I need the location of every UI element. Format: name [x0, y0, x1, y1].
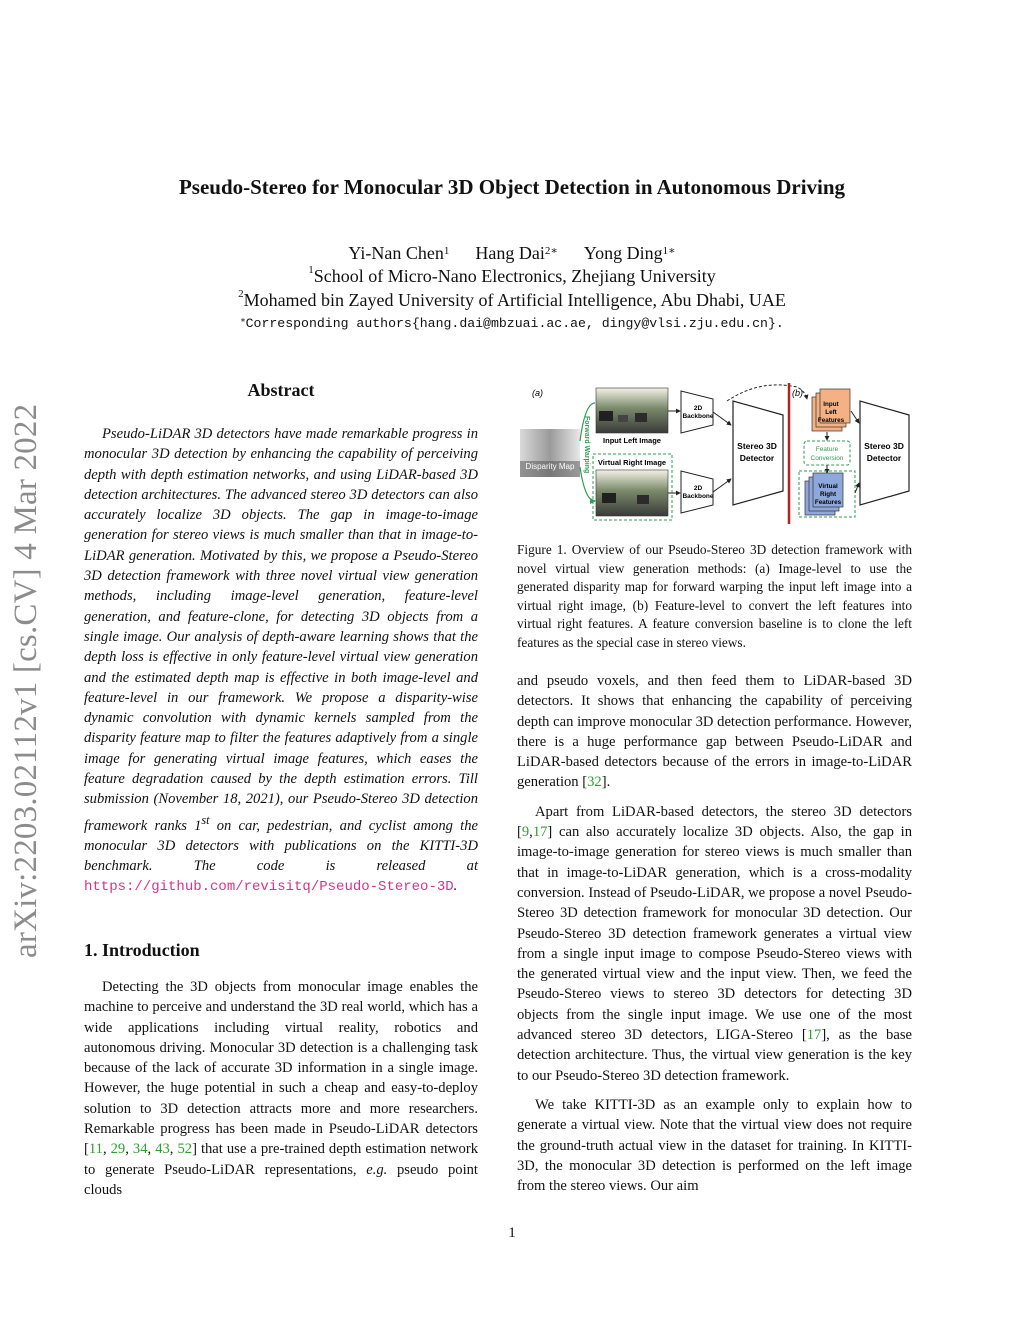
virtual-right-features-label: Virtual [818, 483, 838, 490]
author-name: Yi-Nan Chen [348, 243, 444, 263]
citation-link[interactable]: 9 [521, 824, 530, 841]
code-link[interactable]: https://github.com/revisitq/Pseudo-Stereo-3D [84, 879, 454, 896]
feature-conversion-label: Conversion [810, 455, 844, 462]
input-left-image [596, 388, 668, 433]
disparity-map [520, 429, 580, 477]
author-name: Yong Ding [583, 243, 663, 263]
feature-conversion [804, 441, 850, 465]
panel-a-label: (a) [532, 388, 543, 398]
citation-link[interactable]: 29 [110, 1141, 126, 1158]
flow-arrow [713, 479, 731, 492]
affiliation: $^2$Mohamed bin Zayed University of Artificial Intelligence, Abu Dhabi, UAE [238, 288, 786, 310]
flow-arrow [855, 483, 859, 493]
input-left-features-label: Left [825, 409, 837, 416]
citation-link[interactable]: 34 [132, 1141, 148, 1158]
panel-b-label: (b) [792, 388, 803, 398]
intro-paragraph: Detecting the 3D objects from monocular image enables the machine to perceive and understand the 3D real world, which has a wide applications including virtual reality, robotics and autonomous driving. Monocular 3D detection is a challenging task because of the lack of accurate 3D information in a single image. However, the huge potential in such a cheap and easy-to-deploy solution to 3D detection attracts more and more researchers. Remarkable progress has been made in Pseudo-LiDAR detectors [11, 29, 34, 43, 52] that use a pre-trained depth estimation network to generate Pseudo-LiDAR representations, e.g. pseudo point clouds [84, 979, 479, 1198]
author-name: Hang Dai [475, 243, 545, 263]
flow-arrow [851, 411, 859, 423]
affiliation: $^1$School of Micro-Nano Electronics, Zhejiang University [308, 264, 716, 286]
body-paragraph: and pseudo voxels, and then feed them to LiDAR-based 3D detectors. It shows that enhancing the capability of perceiving depth can improve monocular 3D detection performance. However, there is a huge performance gap between Pseudo-LiDAR and LiDAR-based detectors because of the errors in image-to-LiDAR generation [32]. [517, 673, 912, 791]
stereo-detector-a [733, 401, 783, 505]
framework-figure [515, 381, 915, 526]
body-paragraph: We take KITTI-3D as an example only to explain how to generate a virtual view. Note that the virtual view does not require the ground-truth actual view in the dataset for training. In KITTI-3D, the monocular 3D detection is performed on the left image from the stereo views. Our aim [517, 1096, 912, 1195]
stereo-detector-label: Stereo 3D [864, 441, 904, 451]
stereo-detector-b [860, 401, 909, 505]
citation-link[interactable]: 52 [177, 1141, 193, 1158]
backbone-top [681, 391, 714, 433]
author-mark: 1∗ [662, 245, 676, 257]
input-left-features-label: Features [817, 417, 845, 424]
disparity-map-label: Disparity Map [525, 462, 575, 471]
virtual-right-features-label: Right [819, 491, 837, 498]
citation-link[interactable]: 17 [806, 1027, 822, 1044]
body-paragraph: Apart from LiDAR-based detectors, the stereo 3D detectors [9,17] can also accurately localize 3D objects. Also, the gap in image-to-image generation for stereo views is much smaller than that in image-to-LiDAR generation, which is a cross-modality conversion. Instead of Pseudo-LiDAR, we propose a novel Pseudo-Stereo 3D detection framework for monocular 3D detection. Our Pseudo-Stereo 3D detection framework generates a virtual view from a single input image to compose Pseudo-Stereo views with the generated virtual view and the input view. Then, we feed the Pseudo-Stereo views to stereo 3D detectors for detecting 3D objects from the single input image. We use one of the most advanced stereo 3D detectors, LIGA-Stereo [17], as the base detection architecture. Thus, the virtual view generation is the key to our Pseudo-Stereo 3D detection framework. [517, 803, 912, 1084]
stereo-detector-label: Stereo 3D [737, 441, 777, 451]
citation-link[interactable]: 11 [88, 1141, 103, 1158]
abstract-body: Pseudo-LiDAR 3D detectors have made remarkable progress in monocular 3D detection by enhancing the capability of perceiving depth with depth estimation networks, and using LiDAR-based 3D detection architectures. The advanced stereo 3D detectors can also accurately localize 3D objects. The gap in image-to-image generation for stereo views is much smaller than that in image-to-LiDAR generation. Motivated by this, we propose a Pseudo-Stereo 3D detection framework with three novel virtual view generation methods, including image-level generation, feature-level generation, and feature-clone, for detecting 3D objects from a single image. Our analysis of depth-aware learning shows that the depth loss is effective in only feature-level virtual view generation and the estimated depth map is effective in both image-level and feature-level in our framework. We propose a disparity-wise dynamic convolution with dynamic kernels sampled from the disparity feature map to filter the features adaptively from a single image for generating virtual image features, which eases the feature degradation caused by the depth estimation errors. Till submission (November 18, 2021), our Pseudo-Stereo 3D detection framework ranks 1st on car, pedestrian, and cyclist among the monocular 3D detectors with publications on the KITTI-3D benchmark. The code is released at https://github.com/revisitq/Pseudo-Stereo-3D. [84, 426, 478, 896]
backbone-label: Backbone [682, 413, 714, 420]
citation-link[interactable]: 43 [155, 1141, 170, 1158]
input-left-features-label: Input [823, 401, 839, 408]
forward-warping-label: Forward Warping [583, 416, 590, 474]
paper-title: Pseudo-Stereo for Monocular 3D Object Detection in Autonomous Driving [178, 175, 846, 199]
backbone-label: Backbone [682, 493, 714, 500]
author-mark: 1 [443, 245, 450, 257]
right-column-text [517, 671, 912, 1205]
citation-link[interactable]: 17 [532, 824, 548, 841]
author-mark: 2∗ [544, 245, 558, 257]
author-list [80, 242, 944, 264]
virtual-right-image [596, 470, 668, 516]
stereo-detector-label: Detector [739, 453, 775, 463]
virtual-right-features-label: Features [814, 499, 842, 506]
section-heading: 1. Introduction [84, 940, 200, 960]
page-number: 1 [508, 1225, 516, 1241]
input-left-features [812, 389, 850, 431]
feature-conversion-label: Feature [815, 446, 839, 453]
abstract-heading: Abstract [247, 380, 315, 400]
stereo-detector-label: Detector [866, 453, 902, 463]
virtual-right-features [805, 473, 843, 515]
backbone-label: 2D [693, 485, 703, 492]
citation-link[interactable]: 32 [587, 774, 602, 791]
backbone-label: 2D [693, 405, 703, 412]
input-left-image-label: Input Left Image [603, 436, 661, 445]
corresponding-authors: ∗Corresponding authors{hang.dai@mbzuai.ac.ae, dingy@vlsi.zju.edu.cn}. [240, 316, 784, 331]
virtual-right-image-label: Virtual Right Image [597, 458, 667, 467]
backbone-bottom [681, 471, 714, 513]
figure-caption: Figure 1. Overview of our Pseudo-Stereo 3D detection framework with novel virtual view generation methods: (a) Image-level to use the generated disparity map for forward warping the input left image into a virtual right image, (b) Feature-level to convert the left features into virtual right features. A feature conversion baseline is to clone the left features as the special case in stereo views. [517, 542, 912, 650]
flow-arrow [713, 412, 731, 425]
